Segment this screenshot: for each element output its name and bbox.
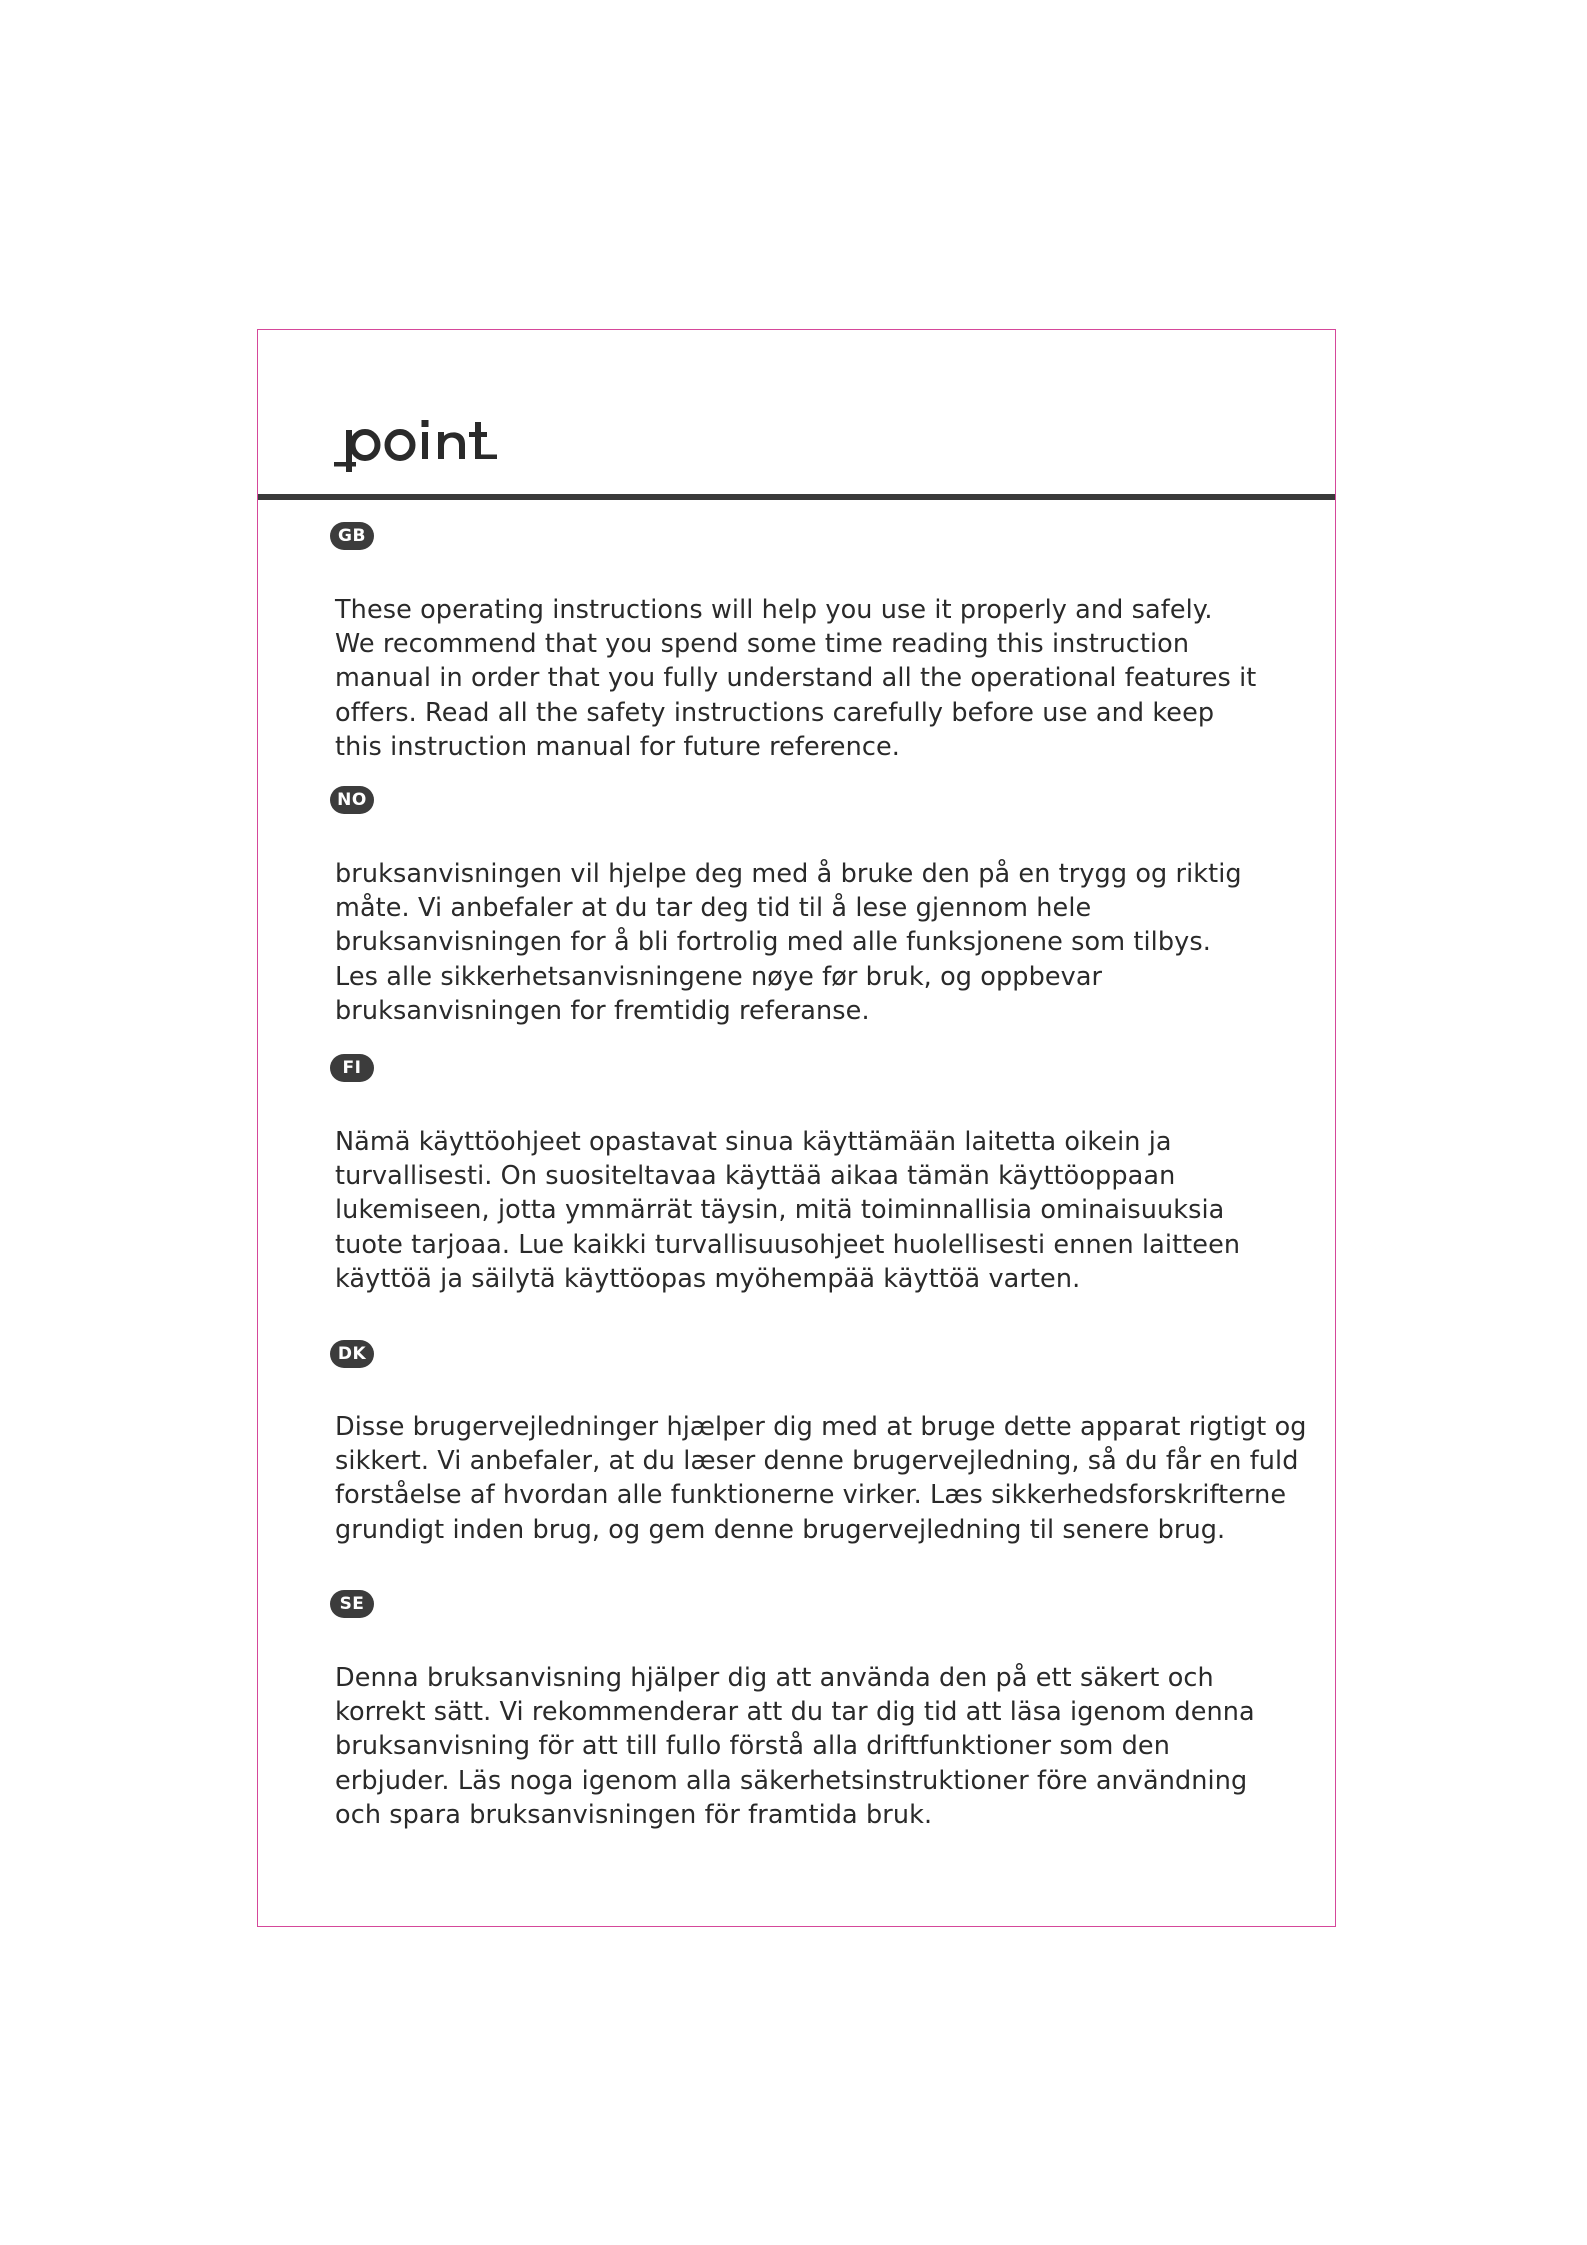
text-line: tuote tarjoaa. Lue kaikki turvallisuusohjeet huolellisesti ennen laitteen bbox=[335, 1229, 1241, 1260]
header-rule bbox=[258, 494, 1335, 500]
language-badge-se: SE bbox=[330, 1590, 374, 1618]
language-badge-no: NO bbox=[330, 786, 374, 814]
section-text-se bbox=[335, 1661, 1335, 1832]
text-line: Disse brugervejledninger hjælper dig med at bruge dette apparat rigtigt og bbox=[335, 1412, 1307, 1442]
text-line: och spara bruksanvisningen för framtida bruk. bbox=[335, 1799, 933, 1830]
section-text-dk bbox=[335, 1410, 1335, 1547]
text-line: bruksanvisningen vil hjelpe deg med å bruke den på en trygg og riktig bbox=[335, 859, 1242, 889]
text-line: this instruction manual for future reference. bbox=[335, 731, 900, 762]
text-line: erbjuder. Läs noga igenom alla säkerhetsinstruktioner före användning bbox=[335, 1765, 1248, 1796]
language-badge-gb: GB bbox=[330, 522, 374, 550]
text-line: These operating instructions will help you use it properly and safely. bbox=[335, 595, 1213, 625]
text-line: We recommend that you spend some time reading this instruction bbox=[335, 629, 1190, 660]
language-badge-fi: FI bbox=[330, 1054, 374, 1082]
section-text-fi bbox=[335, 1125, 1335, 1296]
text-line: käyttöä ja säilytä käyttöopas myöhempää käyttöä varten. bbox=[335, 1263, 1081, 1294]
text-line: Les alle sikkerhetsanvisningene nøye før bruk, og oppbevar bbox=[335, 961, 1103, 992]
text-line: bruksanvisning för att till fullo förstå alla driftfunktioner som den bbox=[335, 1731, 1170, 1762]
text-line: bruksanvisningen for fremtidig referanse. bbox=[335, 995, 870, 1026]
text-line: måte. Vi anbefaler at du tar deg tid til å lese gjennom hele bbox=[335, 893, 1092, 924]
section-text-no bbox=[335, 857, 1335, 1028]
point-logo bbox=[334, 404, 524, 474]
section-text-gb bbox=[335, 593, 1335, 764]
text-line: grundigt inden brug, og gem denne brugervejledning til senere brug. bbox=[335, 1514, 1226, 1545]
text-line: forståelse af hvordan alle funktionerne virker. Læs sikkerhedsforskrifterne bbox=[335, 1480, 1287, 1511]
text-line: turvallisesti. On suositeltavaa käyttää aikaa tämän käyttöoppaan bbox=[335, 1161, 1176, 1192]
text-line: lukemiseen, jotta ymmärrät täysin, mitä toiminnallisia ominaisuuksia bbox=[335, 1195, 1225, 1226]
text-line: offers. Read all the safety instructions carefully before use and keep bbox=[335, 697, 1215, 728]
text-line: sikkert. Vi anbefaler, at du læser denne brugervejledning, så du får en fuld bbox=[335, 1446, 1299, 1477]
language-badge-dk: DK bbox=[330, 1340, 374, 1368]
text-line: bruksanvisningen for å bli fortrolig med alle funksjonene som tilbys. bbox=[335, 927, 1211, 958]
text-line: Denna bruksanvisning hjälper dig att använda den på ett säkert och bbox=[335, 1663, 1214, 1693]
text-line: manual in order that you fully understand all the operational features it bbox=[335, 663, 1257, 694]
text-line: Nämä käyttöohjeet opastavat sinua käyttämään laitetta oikein ja bbox=[335, 1127, 1172, 1157]
text-line: korrekt sätt. Vi rekommenderar att du tar dig tid att läsa igenom denna bbox=[335, 1697, 1255, 1728]
point-logo-graphic bbox=[334, 404, 524, 474]
